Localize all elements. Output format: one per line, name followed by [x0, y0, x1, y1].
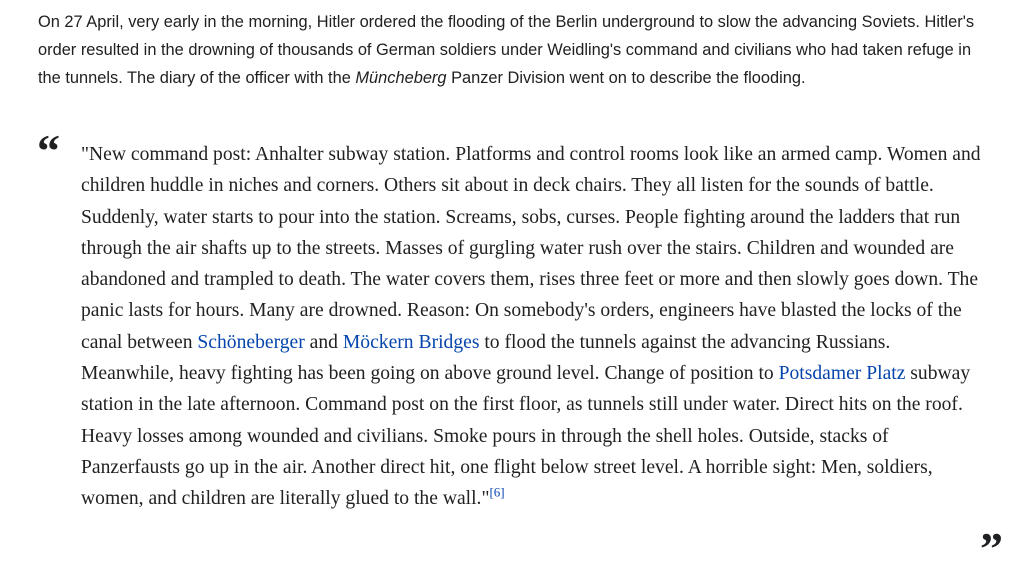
link-schoneberger[interactable]: Schöneberger: [197, 331, 305, 353]
quote-text-part4: subway station in the late afternoon. Command post on the first floor, as tunnels still under water. Direct hits on the roof. Heavy losses among wounded and civilians. Smoke pours in through the shell holes. Outside, stacks of Panzerfausts go up in the air. Another direct hit, one flight below street level. A horrible sight: Men, soldiers, women, and children are literally glued to the wall.": [81, 363, 971, 510]
link-potsdamer-platz[interactable]: Potsdamer Platz: [778, 363, 906, 385]
quote-text-part2: and: [304, 331, 343, 353]
reference-superscript: [489, 485, 504, 500]
quote-text-part3: to flood the tunnels against the advancing Russians. Meanwhile, heavy fighting has been going on above ground level. Change of position to: [81, 331, 891, 385]
reference-link[interactable]: [6]: [489, 484, 505, 500]
quote-text-part1: "New command post: Anhalter subway station. Platforms and control rooms look like an armed camp. Women and children huddle in niches and corners. Others sit about in deck chairs. They all listen for the sounds of battle. Suddenly, water starts to pour into the station. Screams, sobs, curses. People fighting around the ladders that run through the air shafts up to the streets. Masses of gurgling water rush over the stairs. Children and wounded are abandoned and trampled to death. The water covers them, rises three feet or more and then slowly goes down. The panic lasts for hours. Many are drowned. Reason: On somebody's orders, engineers have blasted the locks of the canal between: [81, 144, 981, 353]
close-quote-icon: ”: [980, 523, 1003, 574]
link-mockern-bridges[interactable]: Möckern Bridges: [342, 331, 480, 353]
open-quote-icon: “: [37, 125, 60, 176]
intro-paragraph: [38, 8, 998, 92]
intro-text-part2: Panzer Division went on to describe the flooding.: [446, 69, 806, 87]
blockquote-text: [81, 139, 981, 515]
division-name-italic: Müncheberg: [355, 69, 447, 87]
intro-text-part1: On 27 April, very early in the morning, Hitler ordered the flooding of the Berlin underground to slow the advancing Soviets. Hitler's order resulted in the drowning of thousands of German soldiers under Weidling's command and civilians who had taken refuge in the tunnels. The diary of the officer with the: [38, 13, 975, 87]
